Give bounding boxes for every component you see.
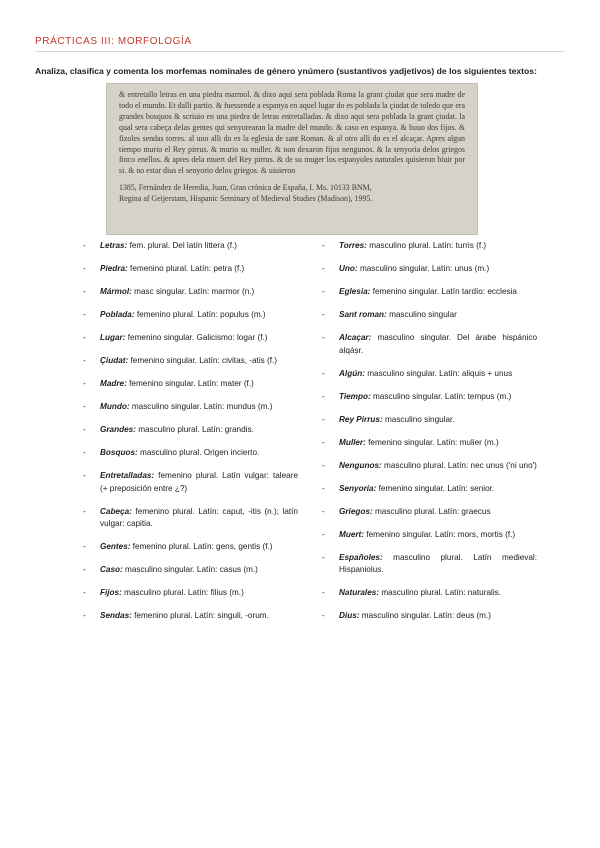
list-item — [322, 332, 537, 357]
list-item — [83, 240, 298, 253]
item-term: Uno: — [339, 264, 358, 273]
bullet-dash: - — [322, 368, 325, 378]
item-description: femenino singular. Latín: mors, mortis (f.) — [366, 529, 516, 539]
item-term: Grandes: — [100, 425, 136, 434]
item-term: Senyoria: — [339, 483, 377, 493]
list-item — [83, 355, 298, 368]
item-term: Rey Pirrus: — [339, 414, 383, 424]
item-term: Fijos: — [100, 588, 122, 597]
item-description: masculino singular. — [384, 414, 455, 424]
bullet-dash: - — [322, 391, 325, 401]
item-description: masculino plural. Latín: grandis. — [138, 425, 254, 434]
bullet-dash: - — [322, 588, 325, 597]
list-item — [322, 263, 537, 276]
bullet-dash: - — [83, 241, 86, 250]
bullet-dash: - — [322, 310, 325, 319]
item-description: masculino singular. Latín: mundus (m.) — [131, 402, 273, 411]
item-description: masculino plural. Origen incierto. — [140, 448, 260, 457]
item-term: Mundo: — [100, 402, 130, 411]
instructions: Analiza, clasifica y comenta los morfemas nominales de género ynúmero (sustantivos yadjetivos) de los siguientes textos: — [35, 66, 537, 76]
bullet-dash: - — [322, 552, 325, 562]
item-term: Gentes: — [100, 542, 131, 551]
manuscript-citation — [119, 183, 465, 205]
bullet-dash: - — [83, 379, 86, 388]
item-description: femenino plural. Latín: petra (f.) — [130, 264, 245, 273]
page-title: PRÁCTICAS III: MORFOLOGÍA — [35, 36, 565, 52]
item-description: masculino singular. Latín: tempus (m.) — [372, 391, 512, 401]
list-item — [83, 587, 298, 600]
item-description: femenino singular. Latín: mater (f.) — [129, 379, 254, 388]
item-term: Muert: — [339, 529, 365, 539]
item-term: Nengunos: — [339, 460, 382, 470]
bullet-dash: - — [83, 542, 86, 551]
item-description: femenino singular. Latín: mulier (m.) — [368, 437, 499, 447]
right-column — [322, 240, 537, 633]
item-description: femenino singular. Latín: senior. — [378, 483, 495, 493]
bullet-dash: - — [83, 333, 86, 342]
item-description: femenino singular. Latín tardío: ecclesia — [372, 287, 517, 296]
item-term: Torres: — [339, 241, 367, 250]
list-item — [322, 437, 537, 450]
bullet-dash: - — [322, 437, 325, 447]
item-term: Eglesia: — [339, 287, 371, 296]
item-description: masculino singular. Latín: deus (m.) — [361, 611, 491, 620]
list-item — [322, 483, 537, 496]
list-item — [83, 470, 298, 495]
item-description: femenino singular. Latín: civitas, -atis (f.) — [130, 356, 278, 365]
bullet-dash: - — [83, 310, 86, 319]
list-item — [322, 506, 537, 519]
item-term: Naturales: — [339, 588, 380, 597]
item-term: Çiudat: — [100, 356, 129, 365]
item-term: Caso: — [100, 565, 123, 574]
item-term: Dius: — [339, 611, 360, 620]
list-item — [322, 552, 537, 577]
item-description: masculino singular. Latín: casus (m.) — [125, 565, 258, 574]
bullet-dash: - — [322, 241, 325, 250]
manuscript-text: & entretallo letras en una piedra marmol. & dixo aqui sera poblada Roma la grant çiudat que sera madre de todo el mundo. Et dalli partio. & fuessende a espanya en aquel lugar do es poblada la çiudat de toledo que era grandes bosquos & scriuio en una piedra de letras entretalladas. & dixo aqui sera poblada la grant çiudat. la qual sera cabeça delas gentes qui senyorearan la madre del mundo. & caso en espanya. & huuo dos fijos. & fizoles sendas torres. al uno alli do es la eglesia de sant Roman. & al otro alli do es el alcaçar. Apres algun tiempo murio el Rey pirrus. & murio su muller. & non dexaron fijos nengunos. & la senyoria delos griegos finco enellos. & apres dela muert del Rey pirrus. & de su muger los espanyoles naturales quisieron biuir por si. & no estar dius el senyorio delos griegos. & uiuieron — [119, 90, 465, 176]
list-item — [83, 332, 298, 345]
item-description: femenino plural. Latín: gens, gentis (f.) — [132, 542, 273, 551]
list-item — [322, 587, 537, 600]
bullet-dash: - — [83, 565, 86, 574]
list-item — [83, 309, 298, 322]
list-item — [322, 240, 537, 253]
list-item — [322, 368, 537, 381]
list-item — [83, 506, 298, 531]
bullet-dash: - — [83, 287, 86, 296]
item-description: masculino plural. Latín: filius (m.) — [124, 588, 244, 597]
list-item — [83, 447, 298, 460]
list-item — [83, 541, 298, 554]
item-term: Algún: — [339, 368, 365, 378]
item-term: Bosquos: — [100, 448, 138, 457]
bullet-dash: - — [83, 402, 86, 411]
item-description: femenino plural. Latín vulgar: taleare (+ preposición entre ¿?) — [100, 471, 298, 493]
bullet-dash: - — [322, 264, 325, 273]
item-description: femenino plural. Latín: populus (m.) — [136, 310, 266, 319]
list-item — [322, 414, 537, 427]
item-term: Españoles: — [339, 552, 383, 562]
item-term: Poblada: — [100, 310, 135, 319]
list-item — [83, 424, 298, 437]
item-description: femenino singular. Galicismo: logar (f.) — [127, 333, 268, 342]
item-description: masculino singular. Del árabe hispánico alqáṣr. — [339, 333, 537, 355]
bullet-dash: - — [322, 611, 325, 620]
item-term: Letras: — [100, 241, 128, 250]
item-description: femenino plural. Latín: caput, -itis (n.); latín vulgar: capitia. — [100, 506, 298, 528]
item-term: Mármol: — [100, 287, 132, 296]
citation-line-1: 1385, Fernández de Heredia, Juan, Gran crónica de España, I. Ms. 10133 BNM, — [119, 183, 372, 193]
bullet-dash: - — [322, 529, 325, 539]
item-description: masculino plural. Latín: graecus — [374, 506, 491, 516]
list-item — [83, 286, 298, 299]
item-description: masculino singular. Latín: aliquis + unus — [367, 368, 513, 378]
item-term: Griegos: — [339, 506, 373, 516]
item-description: masculino plural. Latín: naturalis. — [381, 588, 502, 597]
bullet-dash: - — [322, 333, 325, 342]
left-column — [83, 240, 298, 633]
item-description: fem. plural. Del latín littera (f.) — [129, 241, 237, 250]
item-description: masculino singular — [389, 310, 457, 319]
item-description: masculino plural. Latín: nec unus ('ni uno') — [384, 460, 537, 470]
item-description: masculino plural. Latín medieval: Hispaniolus. — [339, 552, 537, 574]
list-item — [83, 610, 298, 623]
bullet-dash: - — [322, 414, 325, 424]
item-term: Piedra: — [100, 264, 128, 273]
bullet-dash: - — [83, 611, 86, 620]
item-term: Tiempo: — [339, 391, 371, 401]
item-description: femenino plural. Latín: singuli, -orum. — [134, 611, 269, 620]
manuscript-image — [106, 83, 478, 235]
bullet-dash: - — [83, 264, 86, 273]
item-term: Cabeça: — [100, 506, 132, 516]
item-description: masculino plural. Latín: turris (f.) — [369, 241, 487, 250]
item-term: Entretalladas: — [100, 471, 155, 480]
bullet-dash: - — [322, 460, 325, 470]
list-item — [322, 529, 537, 542]
item-term: Alcaçar: — [339, 333, 372, 342]
list-item — [83, 564, 298, 577]
item-term: Muller: — [339, 437, 366, 447]
item-term: Madre: — [100, 379, 127, 388]
list-item — [83, 401, 298, 414]
list-item — [322, 391, 537, 404]
list-item — [322, 610, 537, 623]
bullet-dash: - — [83, 425, 86, 434]
citation-line-2: Regina af Geijerstam, Hispanic Seminary of Medieval Studies (Madison), 1995. — [119, 194, 373, 204]
bullet-dash: - — [83, 471, 86, 480]
item-description: masculino singular. Latín: unus (m.) — [359, 264, 490, 273]
list-item — [322, 460, 537, 473]
item-term: Sendas: — [100, 611, 132, 620]
item-description: masc singular. Latín: marmor (n.) — [134, 287, 255, 296]
bullet-dash: - — [83, 448, 86, 457]
bullet-dash: - — [322, 287, 325, 296]
list-item — [83, 263, 298, 276]
list-item — [322, 286, 537, 299]
list-item — [322, 309, 537, 322]
list-item — [83, 378, 298, 391]
bullet-dash: - — [83, 356, 86, 365]
bullet-dash: - — [322, 506, 325, 516]
bullet-dash: - — [322, 483, 325, 493]
bullet-dash: - — [83, 506, 86, 516]
item-term: Sant roman: — [339, 310, 387, 319]
item-term: Lugar: — [100, 333, 126, 342]
bullet-dash: - — [83, 588, 86, 597]
